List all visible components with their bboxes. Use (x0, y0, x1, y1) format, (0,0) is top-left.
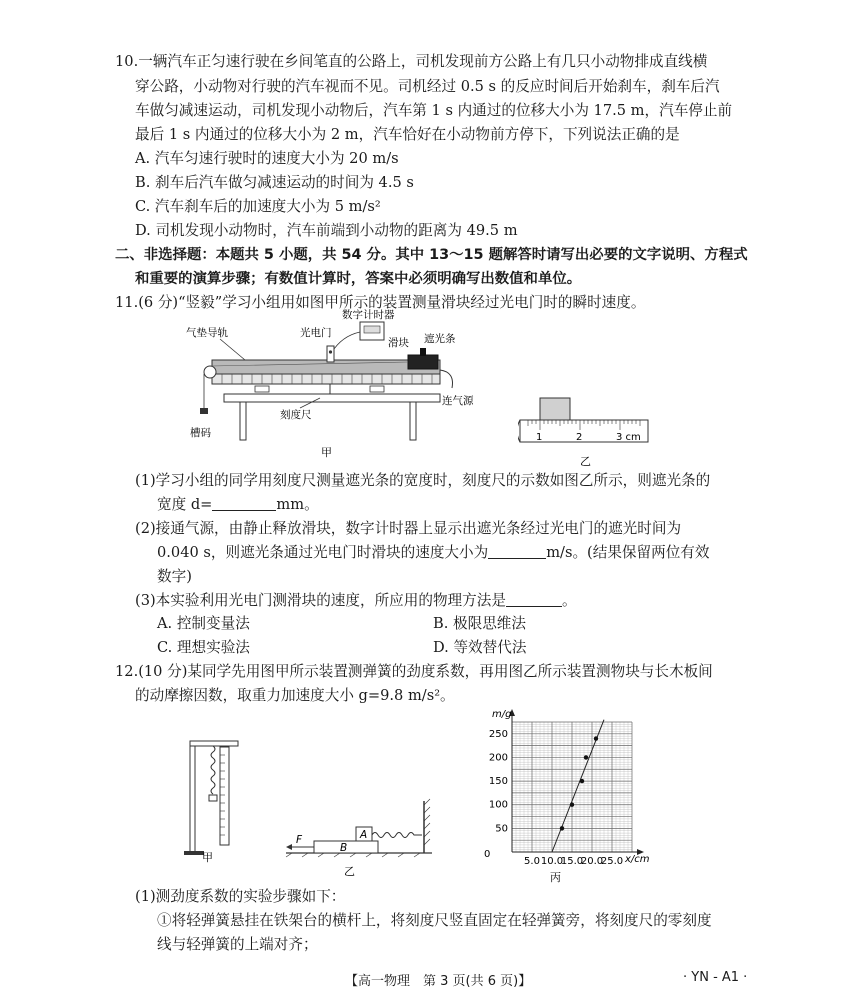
q11-part2-line-1: (2)接通气源，由静止释放滑块，数字计时器上显示出遮光条经过光电门的遮光时间为 (135, 520, 682, 537)
photo-gate (327, 346, 334, 362)
ruler-tick-3: 3 cm (616, 432, 641, 443)
x-tick-label: 10.0 (540, 856, 564, 867)
q10-option-a: A. 汽车匀速行驶时的速度大小为 20 m/s (135, 150, 399, 167)
label-strip: 遮光条 (424, 333, 456, 345)
label-air: 连气源 (442, 395, 474, 407)
origin-label: 0 (484, 849, 491, 860)
q11-answer-blank-d[interactable] (212, 496, 276, 511)
x-tick-label: 25.0 (600, 856, 624, 867)
footer-code: · YN - A1 · (683, 970, 748, 985)
y-tick-label: 150 (488, 776, 508, 788)
y-tick-label: 250 (488, 728, 508, 740)
q11-part1-line-2 (157, 495, 319, 515)
q11-part1-suffix: mm。 (276, 496, 319, 513)
q11-option-c: C. 理想实验法 (157, 639, 250, 656)
q10-option-d: D. 司机发现小动物时，汽车前端到小动物的距离为 49.5 m (135, 222, 518, 239)
label-force: F (296, 834, 303, 846)
q12-chart-mass-vs-length (470, 705, 660, 885)
q12-step1-line-1: ①将轻弹簧悬挂在铁架台的横杆上，将刻度尺竖直固定在轻弹簧旁，将刻度尺的零刻度 (157, 912, 712, 929)
q10-option-c: C. 汽车刹车后的加速度大小为 5 m/s² (135, 198, 381, 215)
q11-option-d: D. 等效替代法 (433, 639, 527, 656)
label-rail: 气垫导轨 (186, 327, 228, 339)
q10-stem-line-2: 穿公路，小动物对行驶的汽车视而不见。司机经过 0.5 s 的反应时间后开始刹车，刹车后汽 (135, 78, 720, 95)
q12-stem-line-2: 的动摩擦因数，取重力加速度大小 g=9.8 m/s²。 (135, 687, 455, 704)
q11-part1-prefix: 宽度 d= (157, 496, 213, 513)
vertical-ruler (220, 747, 229, 845)
q10-stem-line-3: 车做匀减速运动，司机发现小动物后，汽车第 1 s 内通过的位移大小为 17.5 m，汽车停止前 (135, 102, 733, 119)
pulley (204, 366, 216, 378)
q12-figure-friction (282, 795, 437, 880)
q11-part2-line-2 (157, 543, 710, 563)
q12-stem-line-1: 12.(10 分)某同学先用图甲所示装置测弹簧的劲度系数，再用图乙所示装置测物块与长木板间 (115, 663, 713, 680)
ruler-tick-1: 1 (536, 432, 543, 443)
label-slider: 滑块 (388, 337, 409, 349)
caption-bing: 丙 (550, 871, 561, 884)
caption-yi-12: 乙 (344, 865, 355, 878)
strip-on-ruler (540, 398, 570, 420)
footer-page-info: 【高一物理 第 3 页(共 6 页)】 (345, 974, 532, 989)
x-tick-label: 15.0 (560, 856, 584, 867)
label-scale: 刻度尺 (280, 409, 312, 421)
caption-jia-12: 甲 (202, 851, 213, 864)
q11-part1-line-1: (1)学习小组的同学用刻度尺测量遮光条的宽度时，刻度尺的示数如图乙所示，则遮光条的 (135, 472, 711, 489)
q11-answer-blank-v[interactable] (488, 544, 546, 559)
data-point (580, 779, 584, 783)
y-axis-label: m/g (492, 709, 512, 720)
q11-part3-line (135, 591, 577, 611)
q11-part3-prefix: (3)本实验利用光电门测滑块的速度，所应用的物理方法是 (135, 592, 506, 609)
caption-jia-11: 甲 (321, 446, 332, 458)
label-a: A (360, 829, 368, 841)
data-point (570, 803, 574, 807)
q10-stem-line-4: 最后 1 s 内通过的位移大小为 2 m，汽车恰好在小动物前方停下，下列说法正确的是 (135, 126, 680, 143)
x-tick-label: 20.0 (580, 856, 604, 867)
spring (211, 746, 215, 794)
table (224, 394, 440, 402)
section2-heading-line-1: 二、非选择题：本题共 5 小题，共 54 分。其中 13～15 题解答时请写出必要的文字说明、方程式 (115, 247, 748, 263)
q11-part3-suffix: 。 (561, 592, 577, 609)
ruler-tick-2: 2 (576, 432, 583, 443)
q11-part2-prefix: 0.040 s，则遮光条通过光电门时滑块的速度大小为 (157, 544, 489, 561)
slider-block (408, 355, 438, 369)
q12-figure-spring-stand (180, 735, 240, 865)
q11-part2-line-3: 数字) (157, 568, 192, 585)
q11-option-a: A. 控制变量法 (157, 615, 250, 632)
y-tick-label: 100 (488, 799, 508, 811)
label-weight: 槽码 (190, 427, 211, 439)
q12-step1-line-2: 线与轻弹簧的上端对齐； (157, 936, 318, 953)
y-tick-label: 50 (495, 823, 508, 835)
q11-answer-blank-method[interactable] (506, 592, 562, 607)
data-point (594, 736, 598, 740)
x-axis-label: x/cm (625, 854, 650, 865)
label-gate: 光电门 (300, 327, 332, 339)
q10-option-b: B. 刹车后汽车做匀减速运动的时间为 4.5 s (135, 174, 414, 191)
section2-heading-line-2: 和重要的演算步骤；有数值计算时，答案中必须明确写出数值和单位。 (135, 271, 582, 287)
spring-horizontal (372, 833, 422, 838)
q11-figure-ruler (518, 390, 653, 470)
q12-step-title: (1)测劲度系数的实验步骤如下： (135, 888, 346, 905)
y-tick-label: 200 (488, 752, 508, 764)
data-point (584, 755, 588, 759)
q11-part2-suffix: m/s。(结果保留两位有效 (546, 544, 710, 561)
data-point (560, 826, 564, 830)
q11-stem: 11.(6 分)“竖毅”学习小组用如图甲所示的装置测量滑块经过光电门时的瞬时速度。 (115, 294, 646, 311)
label-timer: 数字计时器 (342, 309, 395, 321)
label-b: B (340, 842, 348, 854)
caption-yi-11: 乙 (580, 455, 591, 468)
q10-stem-line-1: 10.一辆汽车正匀速行驶在乡间笔直的公路上，司机发现前方公路上有几只小动物排成直线横 (115, 53, 708, 70)
q11-figure-air-track (180, 308, 480, 458)
x-tick-label: 5.0 (524, 856, 540, 867)
q11-option-b: B. 极限思维法 (433, 615, 526, 632)
